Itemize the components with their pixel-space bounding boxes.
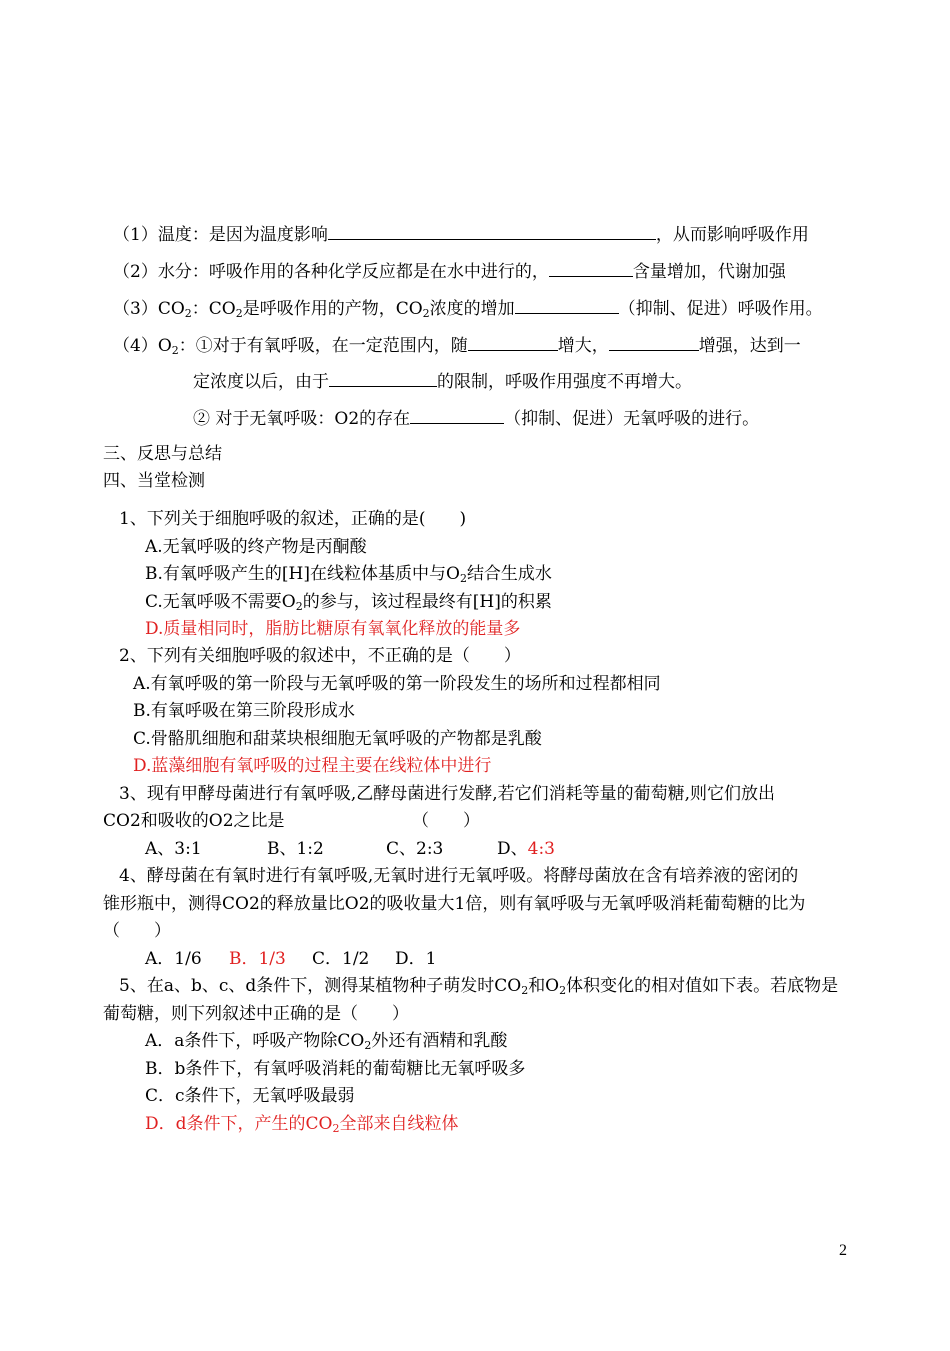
q5-option-d-answer: D．d条件下，产生的$CO_2$全部来自线粒体 bbox=[145, 1114, 459, 1135]
q4-stem-line1: 4、酵母菌在有氧时进行有氧呼吸,无氧时进行无氧呼吸。将酵母菌放在含有培养液的密闭的 bbox=[119, 866, 799, 886]
q2-option-d-answer: D.蓝藻细胞有氧呼吸的过程主要在线粒体中进行 bbox=[133, 756, 492, 776]
q5-option-c: C．c条件下，无氧呼吸最弱 bbox=[145, 1086, 355, 1106]
q2-option-a: A.有氧呼吸的第一阶段与无氧呼吸的第一阶段发生的场所和过程都相同 bbox=[133, 674, 661, 694]
q3-answer: 4:3 bbox=[527, 839, 555, 859]
fill-line-temperature: （1）温度：是因为温度影响 ，从而影响呼吸作用 bbox=[113, 222, 809, 246]
section-test: 四、当堂检测 bbox=[103, 471, 205, 491]
q1-option-c: C.无氧呼吸不需要$O_2$的参与，该过程最终有[H]的积累 bbox=[145, 592, 552, 613]
q3-option-a: A、3:1 bbox=[145, 839, 202, 859]
q4-option-c: C．1/2 bbox=[312, 949, 370, 969]
q3-option-d: D、4:3 bbox=[497, 839, 555, 859]
q4-option-b-answer: B．1/3 bbox=[229, 949, 286, 969]
q3-stem-line2: CO2和吸收的O2之比是 （ ） bbox=[103, 811, 481, 831]
q2-option-b: B.有氧呼吸在第三阶段形成水 bbox=[133, 701, 355, 721]
q1-stem: 1、下列关于细胞呼吸的叙述，正确的是( ) bbox=[119, 509, 467, 529]
blank-co2[interactable] bbox=[515, 296, 619, 314]
q5-stem-line1: 5、在a、b、c、d条件下，测得某植物种子萌发时$CO_2$和$O_2$体积变化的相对值如下表。若底物是 bbox=[119, 976, 839, 997]
blank-anaerobic[interactable] bbox=[410, 406, 504, 424]
q4-option-d: D．1 bbox=[395, 949, 437, 969]
blank-o2-respiration[interactable] bbox=[609, 333, 699, 351]
q2-option-c: C.骨骼肌细胞和甜菜块根细胞无氧呼吸的产物都是乳酸 bbox=[133, 729, 542, 749]
q2-stem: 2、下列有关细胞呼吸的叙述中，不正确的是（ ） bbox=[119, 646, 521, 666]
fill-line-anaerobic: ② 对于无氧呼吸：O2的存在 （抑制、促进）无氧呼吸的进行。 bbox=[193, 406, 759, 430]
blank-o2-concentration[interactable] bbox=[468, 333, 558, 351]
q5-option-a: A．a条件下，呼吸产物除$CO_2$外还有酒精和乳酸 bbox=[145, 1031, 508, 1052]
q5-option-b: B．b条件下，有氧呼吸消耗的葡萄糖比无氧呼吸多 bbox=[145, 1059, 526, 1079]
section-reflect: 三、反思与总结 bbox=[103, 444, 222, 464]
q4-stem-line3: （ ） bbox=[103, 921, 171, 941]
q3-stem-line1: 3、现有甲酵母菌进行有氧呼吸,乙酵母菌进行发酵,若它们消耗等量的葡萄糖,则它们放出 bbox=[119, 784, 776, 804]
page-number: 2 bbox=[839, 1242, 847, 1259]
fill-line-co2: $(3)CO_2$：$CO_2$是呼吸作用的产物，$CO_2$浓度的增加 （抑制、促进）呼吸作用。 bbox=[113, 296, 823, 320]
fill-line-o2: $(4)O_2$：①对于有氧呼吸，在一定范围内，随 增大， 增强，达到一 bbox=[113, 333, 801, 357]
q5-stem-line2: 葡萄糖，则下列叙述中正确的是（ ） bbox=[103, 1004, 409, 1024]
fill-line-water: （2）水分：呼吸作用的各种化学反应都是在水中进行的， 含量增加，代谢加强 bbox=[113, 259, 786, 283]
q1-option-b: B.有氧呼吸产生的[H]在线粒体基质中与$O_2$结合生成水 bbox=[145, 564, 552, 585]
blank-temperature[interactable] bbox=[328, 222, 656, 240]
q4-option-a: A．1/6 bbox=[145, 949, 202, 969]
q1-option-d-answer: D.质量相同时，脂肪比糖原有氧氧化释放的能量多 bbox=[145, 619, 521, 639]
q3-option-b: B、1:2 bbox=[267, 839, 324, 859]
q3-option-c: C、2:3 bbox=[386, 839, 444, 859]
blank-o2-limit[interactable] bbox=[329, 369, 437, 387]
blank-water[interactable] bbox=[549, 259, 633, 277]
fill-line-o2-cont: 定浓度以后，由于 的限制，呼吸作用强度不再增大。 bbox=[193, 369, 692, 393]
q1-option-a: A.无氧呼吸的终产物是丙酮酸 bbox=[145, 537, 367, 557]
q4-stem-line2: 锥形瓶中，测得CO2的释放量比O2的吸收量大1倍，则有氧呼吸与无氧呼吸消耗葡萄糖的比为 bbox=[103, 894, 806, 914]
